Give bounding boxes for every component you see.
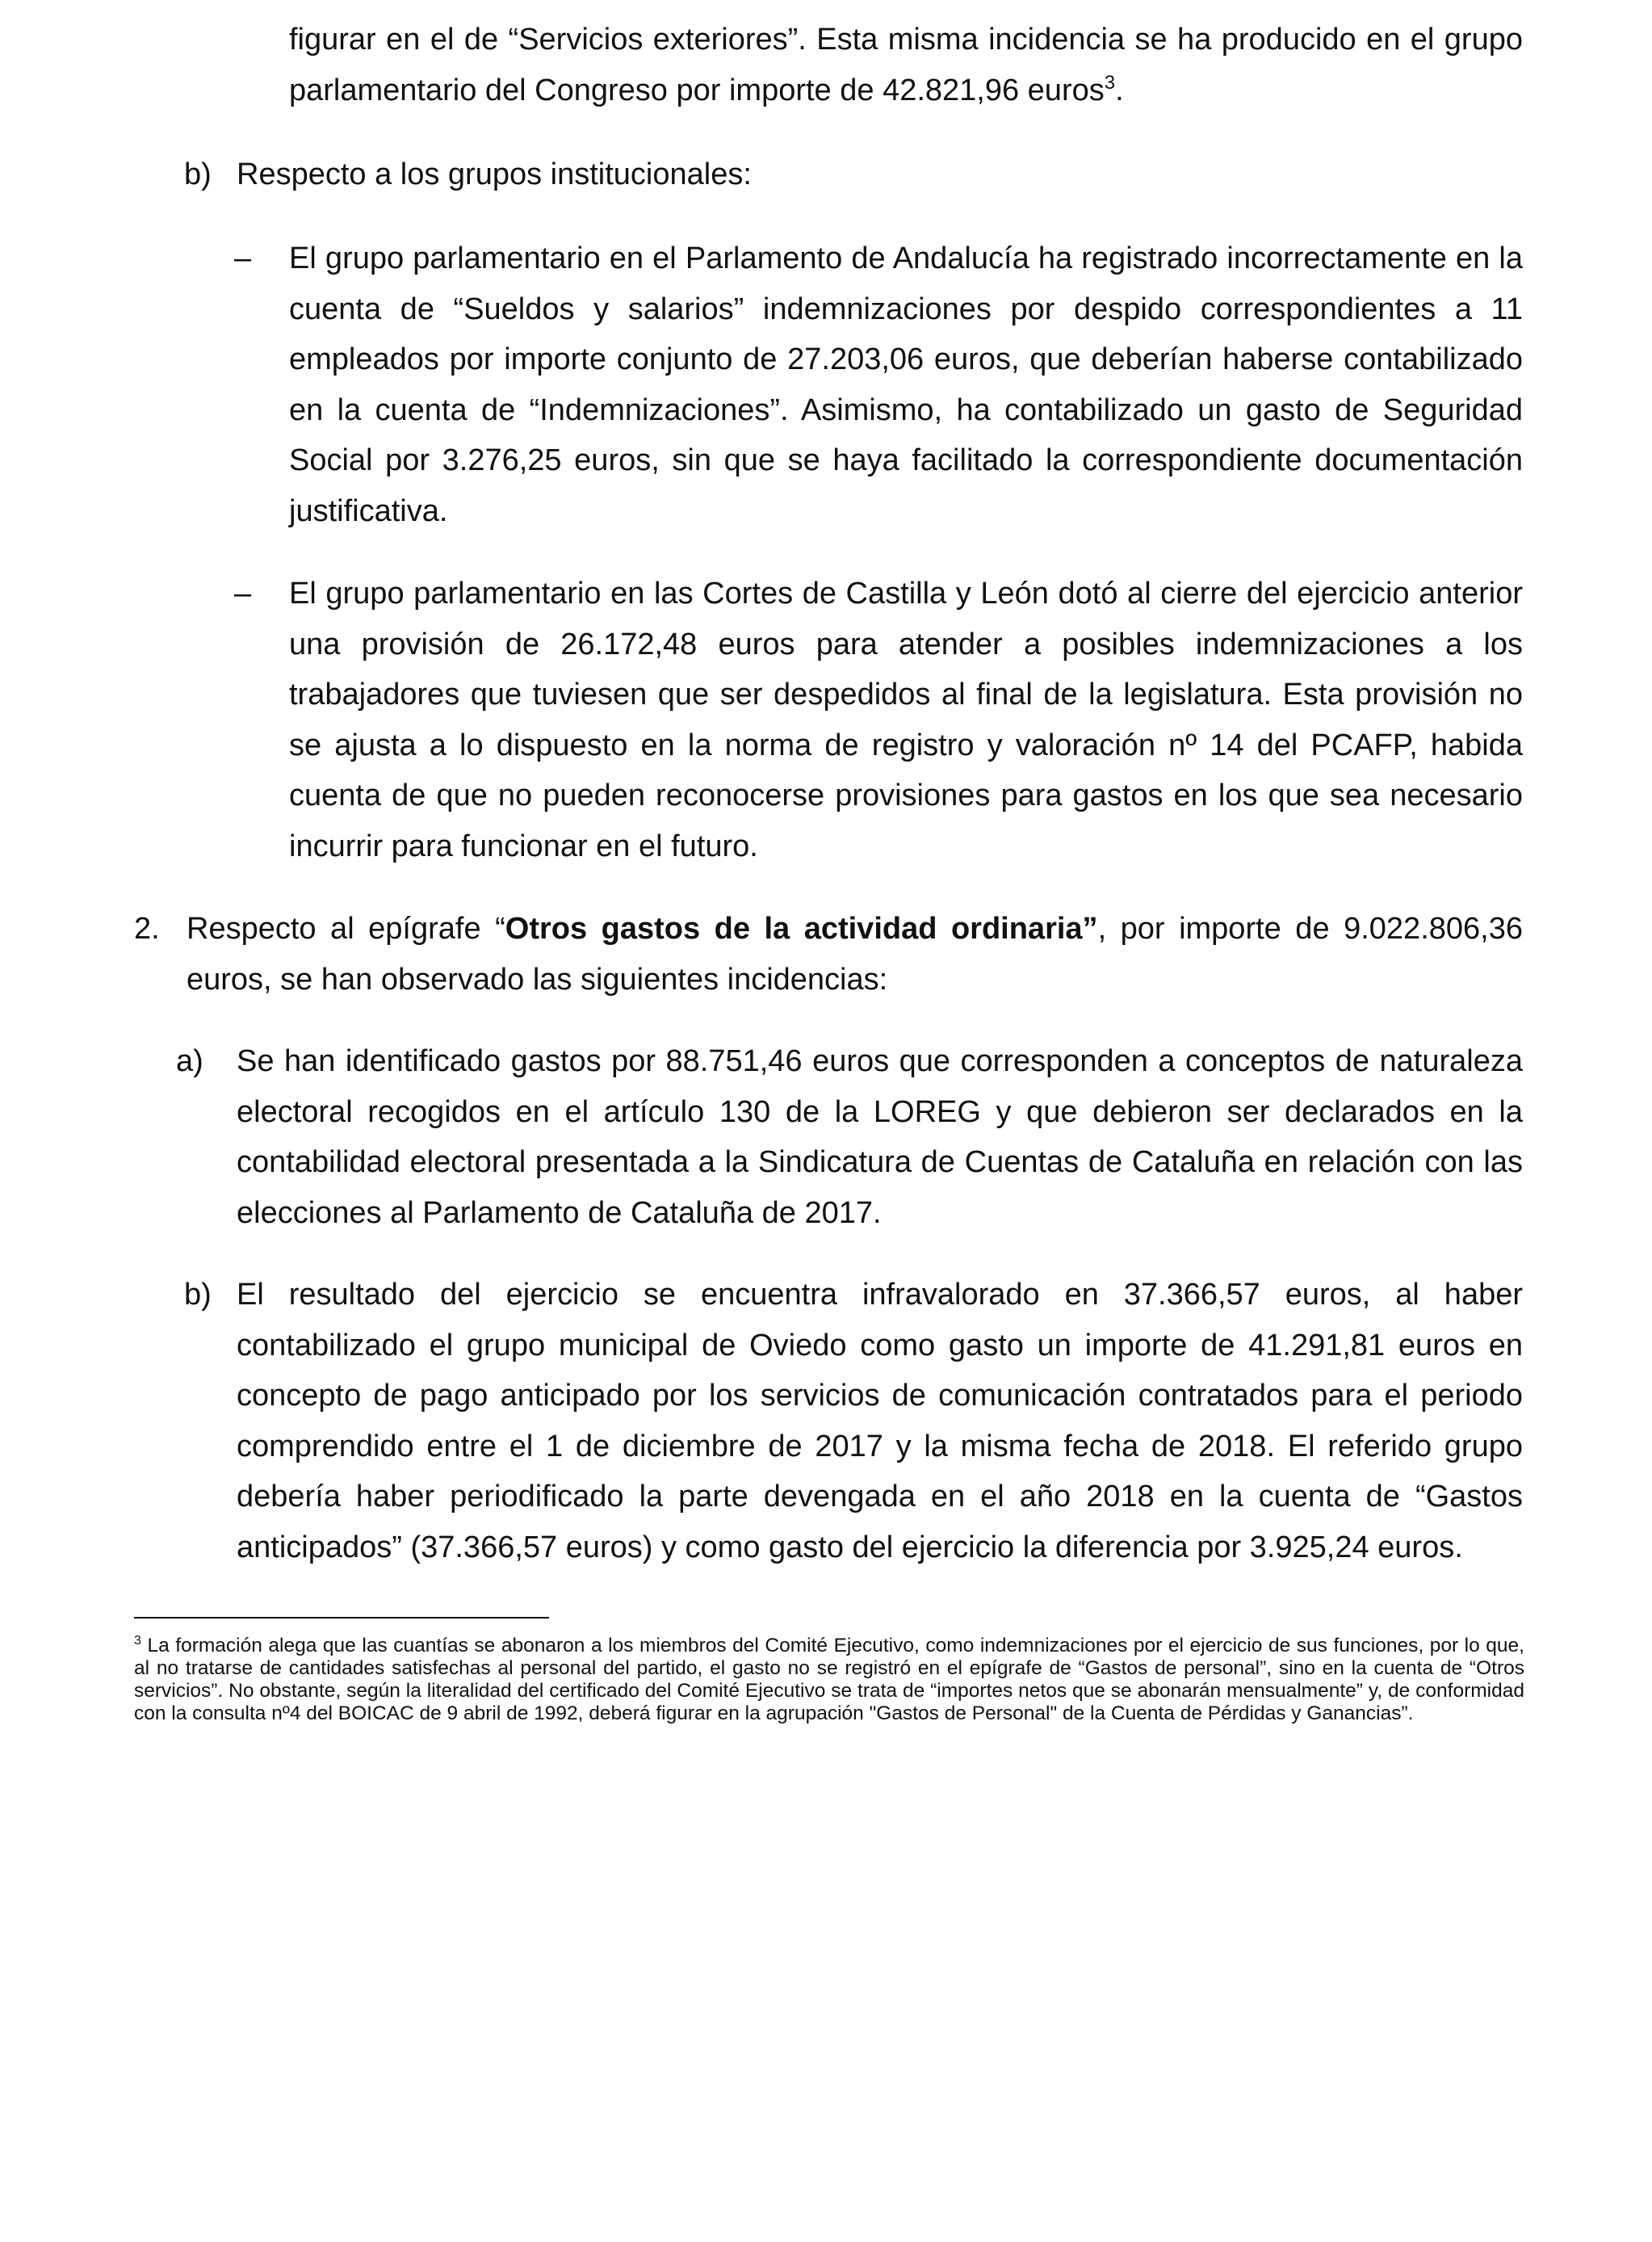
epigraph-title: Otros gastos de la actividad ordinaria” — [505, 912, 1098, 946]
list-marker-b: b) — [184, 1278, 212, 1312]
list-marker-b: b) — [184, 157, 212, 191]
dash-bullet-icon: – — [234, 241, 252, 275]
list-marker-a: a) — [176, 1044, 203, 1078]
list-marker-2: 2. — [134, 912, 160, 946]
section-b-heading: Respecto a los grupos institucionales: — [237, 157, 752, 191]
item-2a-paragraph: Se han identificado gastos por 88.751,46 euros que corresponden a conceptos de naturaleza electoral recogidos en el artículo 130 de la LOREG y que debieron ser declarados en la contabilidad electoral presentada a la Sindicatura de Cuentas de Cataluña en relación con las elecciones al Parlamento de Cataluña de 2017. — [237, 1044, 1523, 1230]
footnote-number: 3 — [134, 1634, 141, 1648]
footnote-reference[interactable]: 3 — [1104, 71, 1116, 94]
footnote-3: $^3$ La formación alega que las cuantías se abonaron a los miembros del Comité Ejecutivo, como indemnizaciones por el ejercicio de sus funciones, por lo que, al no tratarse de cantidades satisfechas al personal del partido, el gasto no se registró en el epígrafe de “Gastos de personal”, sino en la cuenta de “Otros servicios”. No obstante, según la literalidad del certificado del Comité Ejecutivo se trata de “importes netos que se abonarán mensualmente” y, de conformidad con la consulta nº4 del BOICAC de 9 abril de 1992, deberá figurar en la agrupación "Gastos de Personal" de la Cuenta de Pérdidas y Ganancias”. — [134, 1634, 1524, 1724]
item-2b-paragraph: El resultado del ejercicio se encuentra infravalorado en 37.366,57 euros, al haber contabilizado el grupo municipal de Oviedo como gasto un importe de 41.291,81 euros en concepto de pago anticipado por los servicios de comunicación contratados para el periodo comprendido entre el 1 de diciembre de 2017 y la misma fecha de 2018. El referido grupo debería haber periodificado la parte devengada en el año 2018 en la cuenta de “Gastos anticipados” (37.366,57 euros) y como gasto del ejercicio la diferencia por 3.925,24 euros. — [237, 1278, 1523, 1564]
continuation-paragraph: figurar en el de “Servicios exteriores”. Esta misma incidencia se ha producido en el grupo parlamentario del Congreso por importe de 42.821,96 euros$^3$. — [289, 23, 1523, 107]
footnote-separator — [134, 1617, 549, 1619]
bullet-castilla-paragraph: El grupo parlamentario en las Cortes de Castilla y León dotó al cierre del ejercicio anterior una provisión de 26.172,48 euros para atender a posibles indemnizaciones a los trabajadores que tuviesen que ser despedidos al final de la legislatura. Esta provisión no se ajusta a lo dispuesto en la norma de registro y valoración nº 14 del PCAFP, habida cuenta de que no pueden reconocerse provisiones para gastos en los que sea necesario incurrir para funcionar en el futuro. — [289, 577, 1523, 863]
item-2-paragraph: Respecto al epígrafe “Otros gastos de la actividad ordinaria”, por importe de 9.022.806,36 euros, se han observado las siguientes incidencias: — [187, 912, 1523, 997]
bullet-andalucia-paragraph: El grupo parlamentario en el Parlamento de Andalucía ha registrado incorrectamente en la cuenta de “Sueldos y salarios” indemnizaciones por despido correspondientes a 11 empleados por importe conjunto de 27.203,06 euros, que deberían haberse contabilizado en la cuenta de “Indemnizaciones”. Asimismo, ha contabilizado un gasto de Seguridad Social por 3.276,25 euros, sin que se haya facilitado la correspondiente documentación justificativa. — [289, 241, 1523, 528]
dash-bullet-icon: – — [234, 577, 252, 611]
